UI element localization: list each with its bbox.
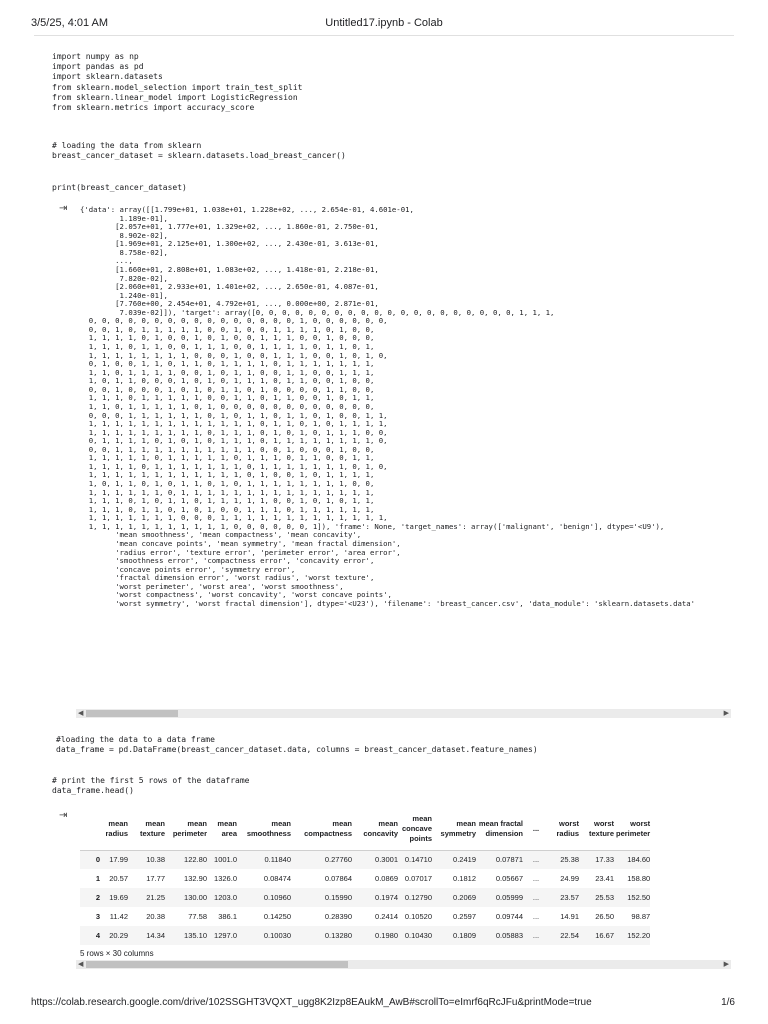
column-header: mean concavity <box>363 818 398 838</box>
table-cell: 26.50 <box>595 912 614 921</box>
table-row <box>80 850 650 869</box>
output-toggle-icon-table[interactable]: ⇥ <box>59 810 68 821</box>
scrollbar-thumb[interactable] <box>86 961 348 968</box>
table-cell: ... <box>532 855 540 865</box>
table-cell: 23.41 <box>595 874 614 883</box>
column-header: worst texture <box>588 818 614 838</box>
row-index: 1 <box>95 873 100 883</box>
table-cell: 0.3001 <box>375 855 398 865</box>
column-header: mean fractal dimension <box>478 818 523 838</box>
table-cell: 21.25 <box>146 893 165 902</box>
table-cell: 17.99 <box>109 855 128 865</box>
table-cell: 0.15990 <box>324 893 352 902</box>
table-cell: 0.10960 <box>263 893 291 902</box>
column-header: mean compactness <box>304 818 352 838</box>
code-cell-head[interactable]: # print the first 5 rows of the dataframe data_frame.head() <box>52 776 250 796</box>
table-cell: 158.80 <box>627 874 651 883</box>
index-header <box>80 808 100 850</box>
table-cell: 0.12790 <box>404 893 432 902</box>
code-cell-print[interactable]: print(breast_cancer_dataset) <box>52 183 187 192</box>
output-horizontal-scrollbar[interactable] <box>76 709 731 718</box>
table-cell: 20.29 <box>109 931 128 940</box>
row-index: 4 <box>95 930 100 940</box>
code-cell-dataframe[interactable]: #loading the data to a data frame data_frame = pd.DataFrame(breast_cancer_dataset.data, columns = breast_cancer_dataset.feature_names) <box>56 735 538 755</box>
table-cell: 14.91 <box>560 912 579 921</box>
table-cell: 11.42 <box>109 912 128 921</box>
document-title: Untitled17.ipynb - Colab <box>325 17 443 29</box>
table-cell: 0.2597 <box>453 912 476 921</box>
dataframe-table <box>80 808 650 945</box>
table-cell: 1326.0 <box>214 874 237 883</box>
table-cell: 0.05999 <box>495 893 523 902</box>
table-cell: 22.54 <box>560 931 579 940</box>
dataframe-shape-label: 5 rows × 30 columns <box>80 949 154 958</box>
table-cell: 152.20 <box>627 931 651 940</box>
table-cell: 16.67 <box>595 931 614 940</box>
table-cell: 19.69 <box>109 893 128 902</box>
code-cell-imports[interactable]: import numpy as np import pandas as pd import sklearn.datasets from sklearn.model_selection import train_test_split from sklearn.linear_model import LogisticRegression from sklearn.metrics import accuracy_score <box>52 52 303 113</box>
table-cell: 0.10520 <box>404 912 432 921</box>
table-cell: 0.1809 <box>453 931 476 940</box>
table-cell: 0.2414 <box>375 912 398 921</box>
table-cell: 77.58 <box>188 912 207 921</box>
table-cell: 17.33 <box>595 855 614 865</box>
table-cell: 0.2069 <box>453 893 476 902</box>
table-row <box>80 926 650 945</box>
table-row <box>80 907 650 926</box>
table-cell: 0.07864 <box>324 874 352 883</box>
table-cell: 0.10030 <box>263 931 291 940</box>
table-cell: ... <box>532 893 540 902</box>
header-divider <box>34 35 734 36</box>
table-cell: 0.08474 <box>263 874 291 883</box>
table-cell: 20.38 <box>146 912 165 921</box>
row-index: 3 <box>95 911 100 921</box>
table-cell: 152.50 <box>627 893 651 902</box>
column-header: mean radius <box>105 818 128 838</box>
table-cell: 0.14710 <box>404 855 432 865</box>
table-cell: 10.38 <box>146 855 165 865</box>
table-cell: 25.53 <box>595 893 614 902</box>
table-cell: 0.1980 <box>375 931 398 940</box>
table-cell: 135.10 <box>184 931 207 940</box>
table-cell: 0.05667 <box>495 874 523 883</box>
print-output: {'data': array([[1.799e+01, 1.038e+01, 1.228e+02, ..., 2.654e-01, 4.601e-01, 1.189e-01], [2.057e+01, 1.777e+01, 1.329e+02, ..., 1.860e-01, 2.750e-01, 8.902e-02], [1.969e+01, 2.125e+01, 1.300e+02, ..., 2.430e-01, 3.613e-01, 8.758e-02], ..., [1.660e+01, 2.808e+01, 1.083e+02, ..., 1.418e-01, 2.218e-01, 7.820e-02], [2.060e+01, 2.933e+01, 1.401e+02, ..., 2.650e-01, 4.087e-01, 1.240e-01], [7.760e+00, 2.454e+01, 4.792e+01, ..., 0.000e+00, 2.871e-01, 7.039e-02]]), 'target': array([0, 0, 0, 0, 0, 0, 0, 0, 0, 0, 0, 0, 0, 0, 0, 0, 0, 0, 0, 0, 1, 1, 1, 0, 0, 0, 0, 0, 0, 0, 0, 0, 0, 0, 0, 0, 0, 0, 0, 1, 0, 0, 0, 0, 0, 0, 0, 0, 1, 0, 1, 1, 1, 1, 1, 0, 0, 1, 0, 0, 1, 1, 1, 1, 0, 1, 0, 0, 1, 1, 1, 1, 0, 1, 0, 0, 1, 0, 1, 0, 0, 1, 1, 1, 0, 0, 1, 0, 0, 0, 1, 1, 1, 0, 1, 1, 0, 0, 1, 1, 1, 0, 0, 1, 1, 1, 1, 0, 1, 1, 0, 1, 1, 1, 1, 1, 1, 1, 1, 1, 0, 0, 0, 1, 0, 0, 1, 1, 1, 0, 0, 1, 0, 1, 0, 0, 1, 0, 0, 1, 1, 0, 1, 1, 0, 1, 1, 1, 1, 0, 1, 1, 1, 1, 1, 1, 1, 1, 1, 0, 1, 1, 1, 1, 0, 0, 1, 0, 1, 1, 0, 0, 1, 1, 0, 0, 1, 1, 1, 1, 0, 1, 1, 0, 0, 0, 1, 0, 1, 0, 1, 1, 1, 0, 1, 1, 0, 0, 1, 0, 0, 0, 0, 1, 0, 0, 0, 1, 0, 1, 0, 1, 1, 0, 1, 0, 0, 0, 0, 1, 1, 0, 0, 1, 1, 1, 0, 1, 1, 1, 1, 1, 0, 0, 1, 1, 0, 1, 1, 0, 0, 1, 0, 1, 1, 1, 1, 0, 1, 1, 1, 1, 1, 0, 1, 0, 0, 0, 0, 0, 0, 0, 0, 0, 0, 0, 0, 0, 0, 0, 1, 1, 1, 1, 1, 1, 0, 1, 0, 1, 1, 0, 1, 1, 0, 1, 0, 0, 1, 1, 1, 1, 1, 1, 1, 1, 1, 1, 1, 1, 1, 1, 1, 0, 1, 1, 0, 1, 0, 1, 1, 1, 1, 1, 1, 1, 1, 1, 1, 1, 1, 1, 0, 1, 1, 1, 0, 1, 0, 1, 0, 1, 1, 1, 0, 0, 0, 1, 1, 1, 1, 0, 1, 0, 1, 0, 1, 1, 1, 0, 1, 1, 1, 1, 1, 1, 1, 1, 0, 0, 0, 1, 1, 1, 1, 1, 1, 1, 1, 1, 1, 1, 0, 0, 1, 0, 0, 0, 1, 0, 0, 1, 1, 1, 1, 1, 0, 1, 1, 1, 1, 1, 0, 1, 1, 1, 0, 1, 1, 0, 0, 1, 1, 1, 1, 1, 1, 0, 1, 1, 1, 1, 1, 1, 1, 0, 1, 1, 1, 1, 1, 1, 1, 0, 1, 0, 1, 1, 1, 1, 1, 1, 1, 1, 1, 1, 1, 1, 0, 1, 0, 0, 1, 0, 1, 1, 1, 1, 1, 0, 1, 1, 0, 1, 0, 1, 1, 0, 1, 0, 1, 1, 1, 1, 1, 1, 1, 1, 0, 0, 1, 1, 1, 1, 1, 1, 0, 1, 1, 1, 1, 1, 1, 1, 1, 1, 1, 1, 1, 1, 1, 1, 1, 1, 1, 0, 1, 0, 1, 1, 0, 1, 1, 1, 1, 1, 0, 0, 1, 0, 1, 0, 1, 1, 1, 1, 1, 0, 1, 1, 0, 1, 0, 1, 0, 0, 1, 1, 1, 0, 1, 1, 1, 1, 1, 1, 1, 1, 1, 1, 1, 1, 1, 0, 0, 0, 1, 1, 1, 1, 1, 1, 1, 1, 1, 1, 1, 1, 1, 1, 1, 1, 1, 1, 1, 1, 1, 1, 1, 1, 0, 0, 0, 0, 0, 0, 1]), 'frame': None, 'target_names': array(['malignant', 'benign'], dtype='<U9'), 'mean smoothness', 'mean compactness', 'mean concavity', 'mean concave points', 'mean symmetry', 'mean fractal dimension', 'radius error', 'texture error', 'perimeter error', 'area error', 'smoothness error', 'compactness error', 'concavity error', 'concave points error', 'symmetry error', 'fractal dimension error', 'worst radius', 'worst texture', 'worst perimeter', 'worst area', 'worst smoothness', 'worst compactness', 'worst concavity', 'worst concave points', 'worst symmetry', 'worst fractal dimension'], dtype='<U23'), 'filename': 'breast_cancer.csv', 'data_module': 'sklearn.datasets.data' <box>80 206 696 608</box>
column-header: mean texture <box>139 818 165 838</box>
column-header: mean smoothness <box>246 818 291 838</box>
print-date: 3/5/25, 4:01 AM <box>31 17 109 29</box>
table-cell: 122.80 <box>184 855 207 865</box>
column-header: mean concave points <box>401 813 432 843</box>
table-cell: 1297.0 <box>214 931 237 940</box>
column-header: ... <box>532 823 540 833</box>
table-cell: 0.0869 <box>375 874 398 883</box>
table-cell: 132.90 <box>184 874 207 883</box>
table-cell: 0.10430 <box>404 931 432 940</box>
table-cell: 0.07871 <box>495 855 523 865</box>
table-cell: 130.00 <box>184 893 207 902</box>
scroll-right-arrow-icon[interactable]: ▶ <box>723 710 729 717</box>
table-cell: 24.99 <box>560 874 579 883</box>
table-cell: ... <box>532 912 540 921</box>
table-cell: 14.34 <box>146 931 165 940</box>
table-cell: 98.87 <box>631 912 651 921</box>
table-cell: 17.77 <box>146 874 165 883</box>
table-cell: ... <box>532 874 540 883</box>
table-row <box>80 888 650 907</box>
print-header <box>0 0 768 36</box>
code-cell-load-data[interactable]: # loading the data from sklearn breast_cancer_dataset = sklearn.datasets.load_breast_cancer() <box>52 141 346 161</box>
table-cell: 0.27760 <box>324 855 352 865</box>
column-header: mean symmetry <box>440 818 476 838</box>
column-header: worst radius <box>556 818 579 838</box>
table-cell: 1203.0 <box>214 893 237 902</box>
table-cell: 0.09744 <box>495 912 523 921</box>
table-cell: 0.07017 <box>404 874 432 883</box>
scrollbar-thumb[interactable] <box>86 710 178 717</box>
table-cell: ... <box>532 931 540 940</box>
table-cell: 386.1 <box>218 912 237 921</box>
table-row <box>80 869 650 888</box>
row-index: 2 <box>95 892 100 902</box>
table-cell: 184.60 <box>627 855 651 865</box>
column-header: worst perimeter <box>616 818 651 838</box>
table-cell: 25.38 <box>560 855 579 865</box>
scroll-right-arrow-icon[interactable]: ▶ <box>723 961 729 968</box>
table-cell: 0.11840 <box>264 855 291 865</box>
scroll-left-arrow-icon[interactable]: ◀ <box>78 961 84 968</box>
table-cell: 0.28390 <box>324 912 352 921</box>
column-header: mean area <box>217 818 237 838</box>
table-cell: 0.13280 <box>324 931 352 940</box>
page-url: https://colab.research.google.com/drive/102SSGHT3VQXT_ugg8K2Izp8EAukM_AwB#scrollTo=eImrf6qRcJFu&printMode=true <box>31 997 592 1008</box>
table-cell: 20.57 <box>109 874 128 883</box>
table-cell: 0.2419 <box>453 855 476 865</box>
table-cell: 0.05883 <box>495 931 523 940</box>
page-number: 1/6 <box>721 997 735 1008</box>
table-cell: 1001.0 <box>214 855 237 865</box>
table-header-row <box>80 808 650 850</box>
table-cell: 0.1812 <box>453 874 476 883</box>
column-header: mean perimeter <box>172 818 207 838</box>
scroll-left-arrow-icon[interactable]: ◀ <box>78 710 84 717</box>
table-horizontal-scrollbar[interactable] <box>76 960 731 969</box>
table-cell: 0.1974 <box>375 893 398 902</box>
table-cell: 0.14250 <box>263 912 291 921</box>
output-toggle-icon[interactable]: ⇥ <box>59 203 68 214</box>
table-cell: 23.57 <box>560 893 579 902</box>
row-index: 0 <box>95 854 100 864</box>
